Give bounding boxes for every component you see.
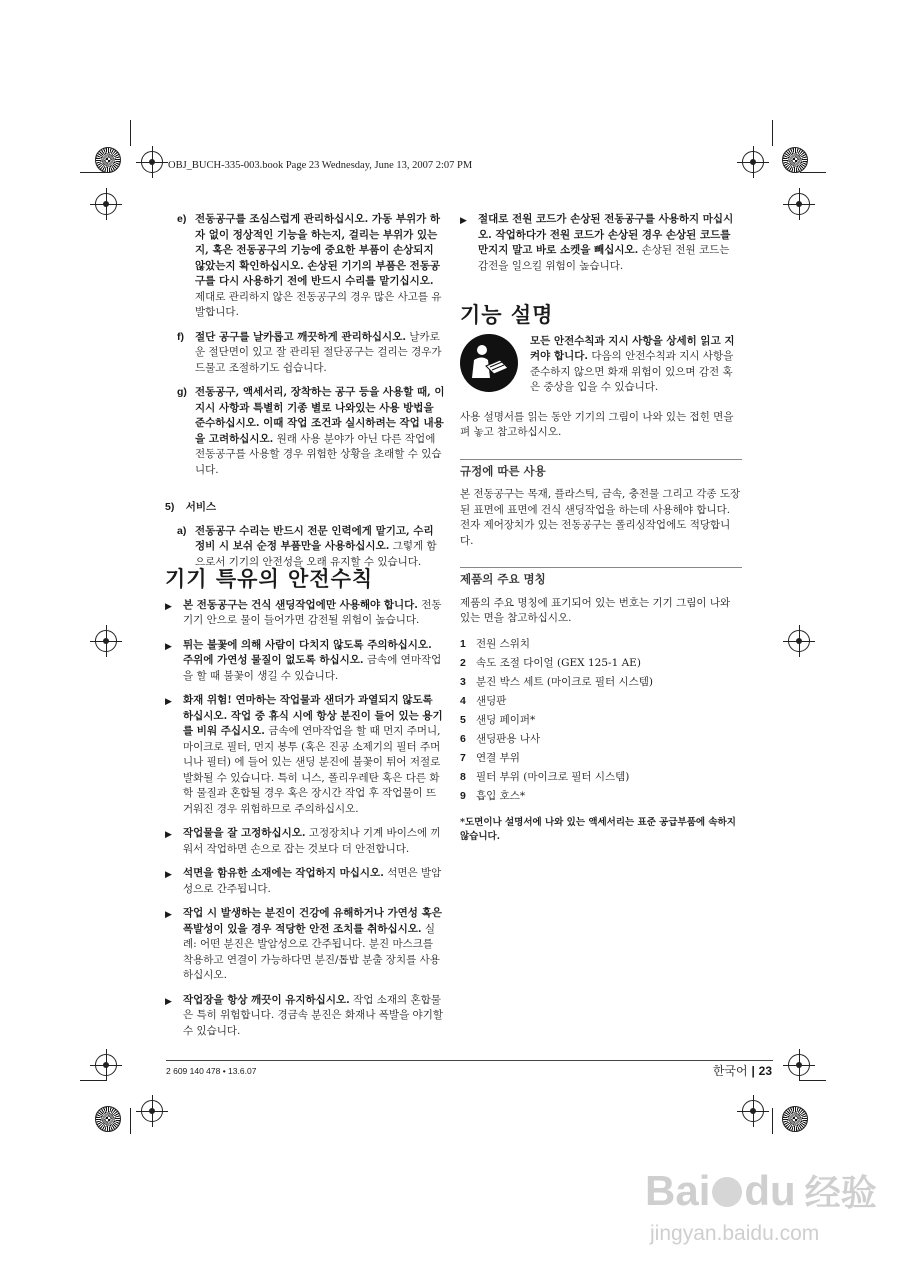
footer-language: 한국어 [712,1064,748,1078]
section-title: 기기 특유의 안전수칙 [165,567,374,591]
list-item: a) 전동공구 수리는 반드시 전문 인력에게 맡기고, 수리 정비 시 보쉬 순정 부품만을 사용하십시오. 그렇게 함으로서 기기의 안전성을 오래 유지할 수 있습니다. [177,524,437,568]
right-column [460,212,742,844]
bullet-triangle-icon: ▶ [165,830,172,840]
list-item: 9 흡입 호스* [460,789,526,802]
registration-target-icon [742,151,764,173]
item-label: g) [177,386,187,398]
components-intro: 제품의 주요 명칭에 표기되어 있는 번호는 기기 그림이 나와 있는 면을 참고하십시오. [460,596,731,624]
safety-bullet: ▶ 절대로 전원 코드가 손상된 전동공구를 사용하지 마십시오. 작업하다가 전원 코드가 손상된 경우 손상된 코드를 만지지 말고 바로 소켓을 빼십시오. 손상된 전원 코드는 감전을 일으킬 위험이 높습니다. [460,213,734,272]
section-title: 기능 설명 [460,303,554,327]
left-safety-section [165,567,445,1048]
registration-target-icon [742,1100,764,1122]
subsection-title: 규정에 따른 사용 [460,459,742,480]
footnote: *도면이나 설명서에 나와 있는 액세서리는 표준 공급부품에 속하지 않습니다. [460,816,736,842]
crop-mark [130,1108,131,1134]
registration-target-icon [788,1054,810,1076]
safety-bullet: ▶ 작업장을 항상 깨끗이 유지하십시오. 작업 소재의 혼합물은 특히 위험합니다. 경금속 분진은 화재나 폭발을 야기할 수 있습니다. [165,993,443,1037]
component-list [460,635,742,806]
registration-target-icon [141,151,163,173]
bullet-triangle-icon: ▶ [165,996,172,1007]
bullet-triangle-icon: ▶ [460,216,467,226]
safety-bullet: ▶ 작업 시 발생하는 분진이 건강에 유해하거나 가연성 혹은 폭발성이 있을 경우 적당한 안전 조치를 취하십시오. 실례: 어떤 분진은 발암성으로 간주됩니다. 분진 마스크를 착용하고 연결이 가능하다면 분진/톱밥 분출 장치를 사용하십시오. [165,907,442,981]
crop-mark [80,1080,106,1081]
crop-mark [800,172,826,173]
bullet-triangle-icon: ▶ [165,870,172,880]
list-item: 5 샌딩 페이퍼* [460,713,536,726]
list-item: 7 연결 부위 [460,751,520,764]
page-footer [713,1062,772,1079]
crop-mark [130,120,131,146]
registration-target-icon [788,630,810,652]
page-number: 23 [758,1064,772,1078]
list-item: 2 속도 조절 다이얼 (GEX 125-1 AE) [460,656,641,669]
safety-bullet: ▶ 화재 위험! 연마하는 작업물과 샌더가 과열되지 않도록 하십시오. 작업 중 휴식 시에 항상 분진이 들어 있는 용기를 비워 주십시오. 금속에 연마작업을 할 때 먼지 주머니, 마이크로 필터, 먼지 봉투 (혹은 진공 소제기의 필터 주머니나 필터) 에 들어 있는 샌딩 분진에 불꽃이 튀어 저절로 발화될 수 있습니다. 특히 니스, 폴리우레탄 혹은 다른 화학 물질과 혼합될 경우 혹은 장시간 작업 후 작업물이 뜨거워진 경우 위험하므로 주의하십시오. [165,694,443,815]
intended-use-text: 본 전동공구는 목재, 플라스틱, 금속, 충전물 그리고 각종 도장된 표면에 표면에 건식 샌딩작업을 하는데 사용해야 합니다. [460,488,741,516]
item-label: f) [177,330,184,343]
list-item: g) 전동공구, 액세서리, 장착하는 공구 등을 사용할 때, 이 지시 사항과 특별히 기종 별로 나와있는 사용 방법을 준수하십시오. 이때 작업 조건과 실시하려는 작업 내용을 고려하십시오. 원래 사용 분야가 아닌 다른 작업에 전동공구를 사용할 경우 위험한 상황을 초래할 수 있습니다. [177,386,445,476]
registration-target-icon [95,193,117,215]
crop-mark [800,1080,826,1081]
registration-target-icon [95,630,117,652]
registration-target-icon [95,1054,117,1076]
registration-star-icon [95,147,121,173]
service-heading: 5) 서비스 [165,501,217,513]
watermark-url: jingyan.baidu.com [650,1222,820,1245]
registration-target-icon [788,193,810,215]
safety-bullet: ▶ 튀는 불꽃에 의해 사람이 다치지 않도록 주의하십시오. 주위에 가연성 물질이 없도록 하십시오. 금속에 연마작업을 할 때 불꽃이 생길 수 있습니다. [165,638,442,682]
registration-star-icon [782,1106,808,1132]
bullet-triangle-icon: ▶ [165,641,172,652]
read-manual-notice: 모든 안전수칙과 지시 사항을 상세히 읽고 지켜야 합니다. 다음의 안전수칙과 지시 사항을 준수하지 않으면 화재 위험이 있으며 감전 혹은 중상을 입을 수 있습니다. [460,334,742,396]
list-item: f) 절단 공구를 날카롭고 깨끗하게 관리하십시오. 날카로운 절단면이 있고 잘 관리된 절단공구는 걸리는 경우가 드물고 조절하기도 쉽습니다. [177,330,442,374]
registration-star-icon [782,147,808,173]
list-item: 4 샌딩판 [460,694,507,707]
crop-mark [80,172,106,173]
safety-bullet: ▶ 작업물을 잘 고정하십시오. 고정장치나 기계 바이스에 끼워서 작업하면 손으로 잡는 것보다 더 안전합니다. [165,827,441,855]
list-item: 6 샌딩판용 나사 [460,732,541,745]
intended-use-text: 전자 제어장치가 있는 전동공구는 폴리싱작업에도 적당합니다. [460,519,731,547]
registration-target-icon [141,1100,163,1122]
safety-bullet: ▶ 본 전동공구는 건식 샌딩작업에만 사용해야 합니다. 전동기기 안으로 물이 들어가면 감전될 위험이 높습니다. [165,598,442,626]
crop-mark [772,120,773,146]
crop-mark [772,1108,773,1134]
list-item: 1 전원 스위치 [460,637,531,650]
fold-note: 사용 설명서를 읽는 동안 기기의 그림이 나와 있는 접힌 면을 펴 놓고 참고하십시오. [460,410,734,438]
registration-star-icon [95,1106,121,1132]
footer-separator: | [751,1064,755,1078]
safety-bullet: ▶ 석면을 함유한 소재에는 작업하지 마십시오. 석면은 발암성으로 간주됩니다. [165,867,442,895]
item-label: a) [177,524,187,537]
print-header: OBJ_BUCH-335-003.book Page 23 Wednesday, June 13, 2007 2:07 PM [168,160,473,171]
list-item: 3 분진 박스 세트 (마이크로 필터 시스템) [460,675,654,688]
bullet-triangle-icon: ▶ [165,601,172,612]
bullet-triangle-icon: ▶ [165,910,172,920]
footer-rule [166,1060,773,1061]
watermark-logo: Bai du 经验 [645,1167,877,1214]
list-item: e) 전동공구를 조심스럽게 관리하십시오. 가동 부위가 하자 없이 정상적인 기능을 하는지, 걸리는 부위가 있는지, 혹은 전동공구의 기능에 중요한 부품이 손상되지 않았는지 확인하십시오. 손상된 기기의 부품은 전동공구를 다시 사용하기 전에 반드시 수리를 맡기십시오. 제대로 관리하지 않은 전동공구의 경우 많은 사고를 유발합니다. [177,213,442,318]
doc-code: 2 609 140 478 • 13.6.07 [166,1066,257,1076]
paw-icon [712,1177,742,1207]
list-item: 8 필터 부위 (마이크로 필터 시스템) [460,770,630,783]
read-manual-icon [460,334,518,392]
bullet-triangle-icon: ▶ [165,697,172,707]
subsection-title: 제품의 주요 명칭 [460,567,742,588]
item-label: e) [177,213,187,225]
